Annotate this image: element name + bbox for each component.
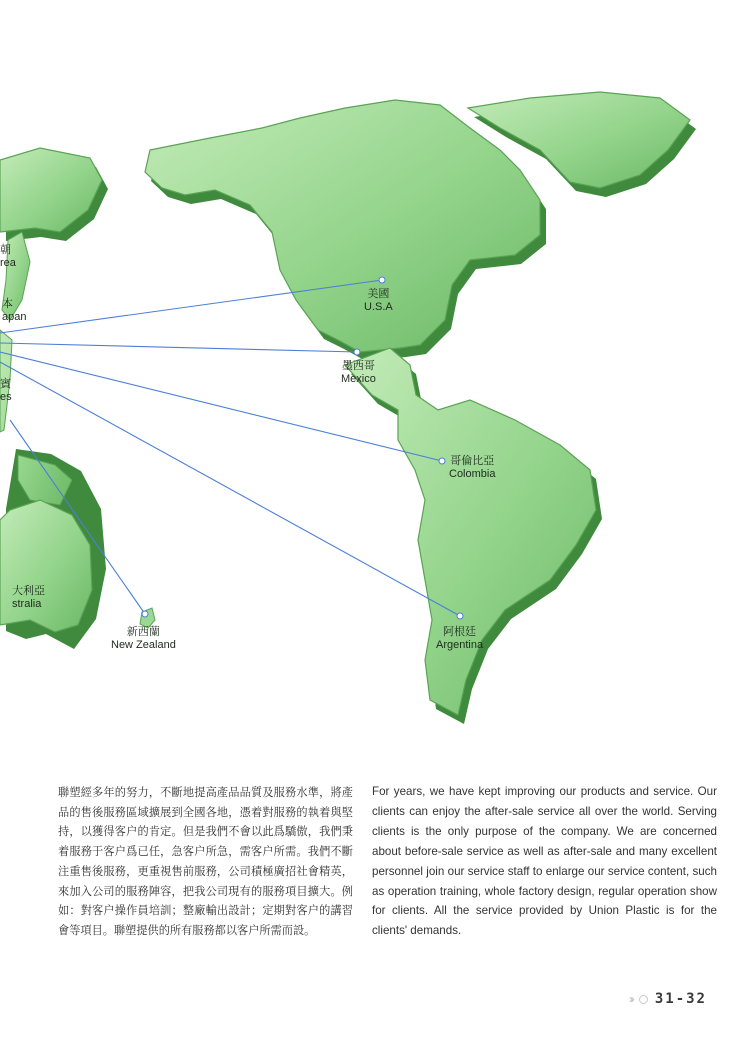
circle-icon [639, 995, 648, 1004]
label-hub-partial-zh: 賓 [0, 377, 11, 390]
label-mexico-en: Mexico [341, 372, 376, 385]
point-argentina [457, 613, 463, 619]
chevrons-icon: ››› [628, 992, 632, 1006]
label-usa-en: U.S.A [364, 300, 393, 313]
label-mexico-zh: 墨西哥 [341, 359, 375, 372]
north-america-land [145, 100, 540, 352]
label-usa [364, 288, 393, 313]
page-number: 31-32 [654, 991, 707, 1007]
label-new-zealand-en: New Zealand [111, 638, 176, 651]
label-japan [2, 298, 26, 323]
point-mexico [354, 349, 360, 355]
body-text-chinese: 聯塑經多年的努力，不斷地提高產品品質及服務水準，將產品的售後服務區域擴展到全國各地，憑着對服務的執着與堅持，以獲得客户的肯定。但是我們不會以此爲驕傲，我們秉着服務于客户爲已任，急客户所急，需客户所需。我們不斷注重售後服務，更重視售前服務，公司積極廣招社會精英，來加入公司的服務陣容，把我公司現有的服務項目擴大。例如：對客户操作員培訓；整廠輸出設計；定期對客户的講習會等項目。聯塑提供的所有服務都以客户所需而設。 [58, 786, 353, 937]
label-japan-zh: 本 [2, 297, 13, 310]
label-argentina-en: Argentina [436, 638, 484, 651]
label-japan-en: apan [2, 310, 27, 323]
point-new-zealand [142, 611, 148, 617]
point-usa [379, 277, 385, 283]
point-colombia [439, 458, 445, 464]
label-korea-en: rea [0, 256, 16, 269]
label-new-zealand [111, 626, 176, 651]
body-text-english: For years, we have kept improving our products and service. Our clients can enjoy the after-sale service all over the world. Serving clients is the only purpose of the company. We are concerned about before-sale service as well as after-sale and many excellent personnel join our service staff to enlarge our service content, such as operation training, whole factory design, regular operation show for clients. All the service provided by Union Plastic is for the clients' demands. [372, 785, 717, 938]
label-australia-zh: 大利亞 [12, 584, 45, 597]
label-colombia [449, 455, 495, 480]
label-colombia-en: Colombia [449, 467, 496, 480]
label-colombia-zh: 哥倫比亞 [450, 454, 495, 467]
label-usa-zh: 美國 [367, 287, 390, 300]
label-australia [12, 585, 45, 610]
page-number-footer [629, 991, 707, 1007]
label-hub-partial-en: es [0, 390, 12, 403]
southeast-asia-land [0, 330, 72, 505]
label-korea-zh: 朝 [0, 243, 11, 256]
label-hub-partial [0, 378, 12, 403]
label-australia-en: stralia [12, 597, 42, 610]
label-argentina [436, 626, 483, 651]
label-korea [0, 244, 16, 269]
label-argentina-zh: 阿根廷 [443, 625, 477, 638]
route-mexico [0, 343, 357, 352]
label-new-zealand-zh: 新西蘭 [126, 625, 160, 638]
label-mexico [341, 360, 376, 385]
